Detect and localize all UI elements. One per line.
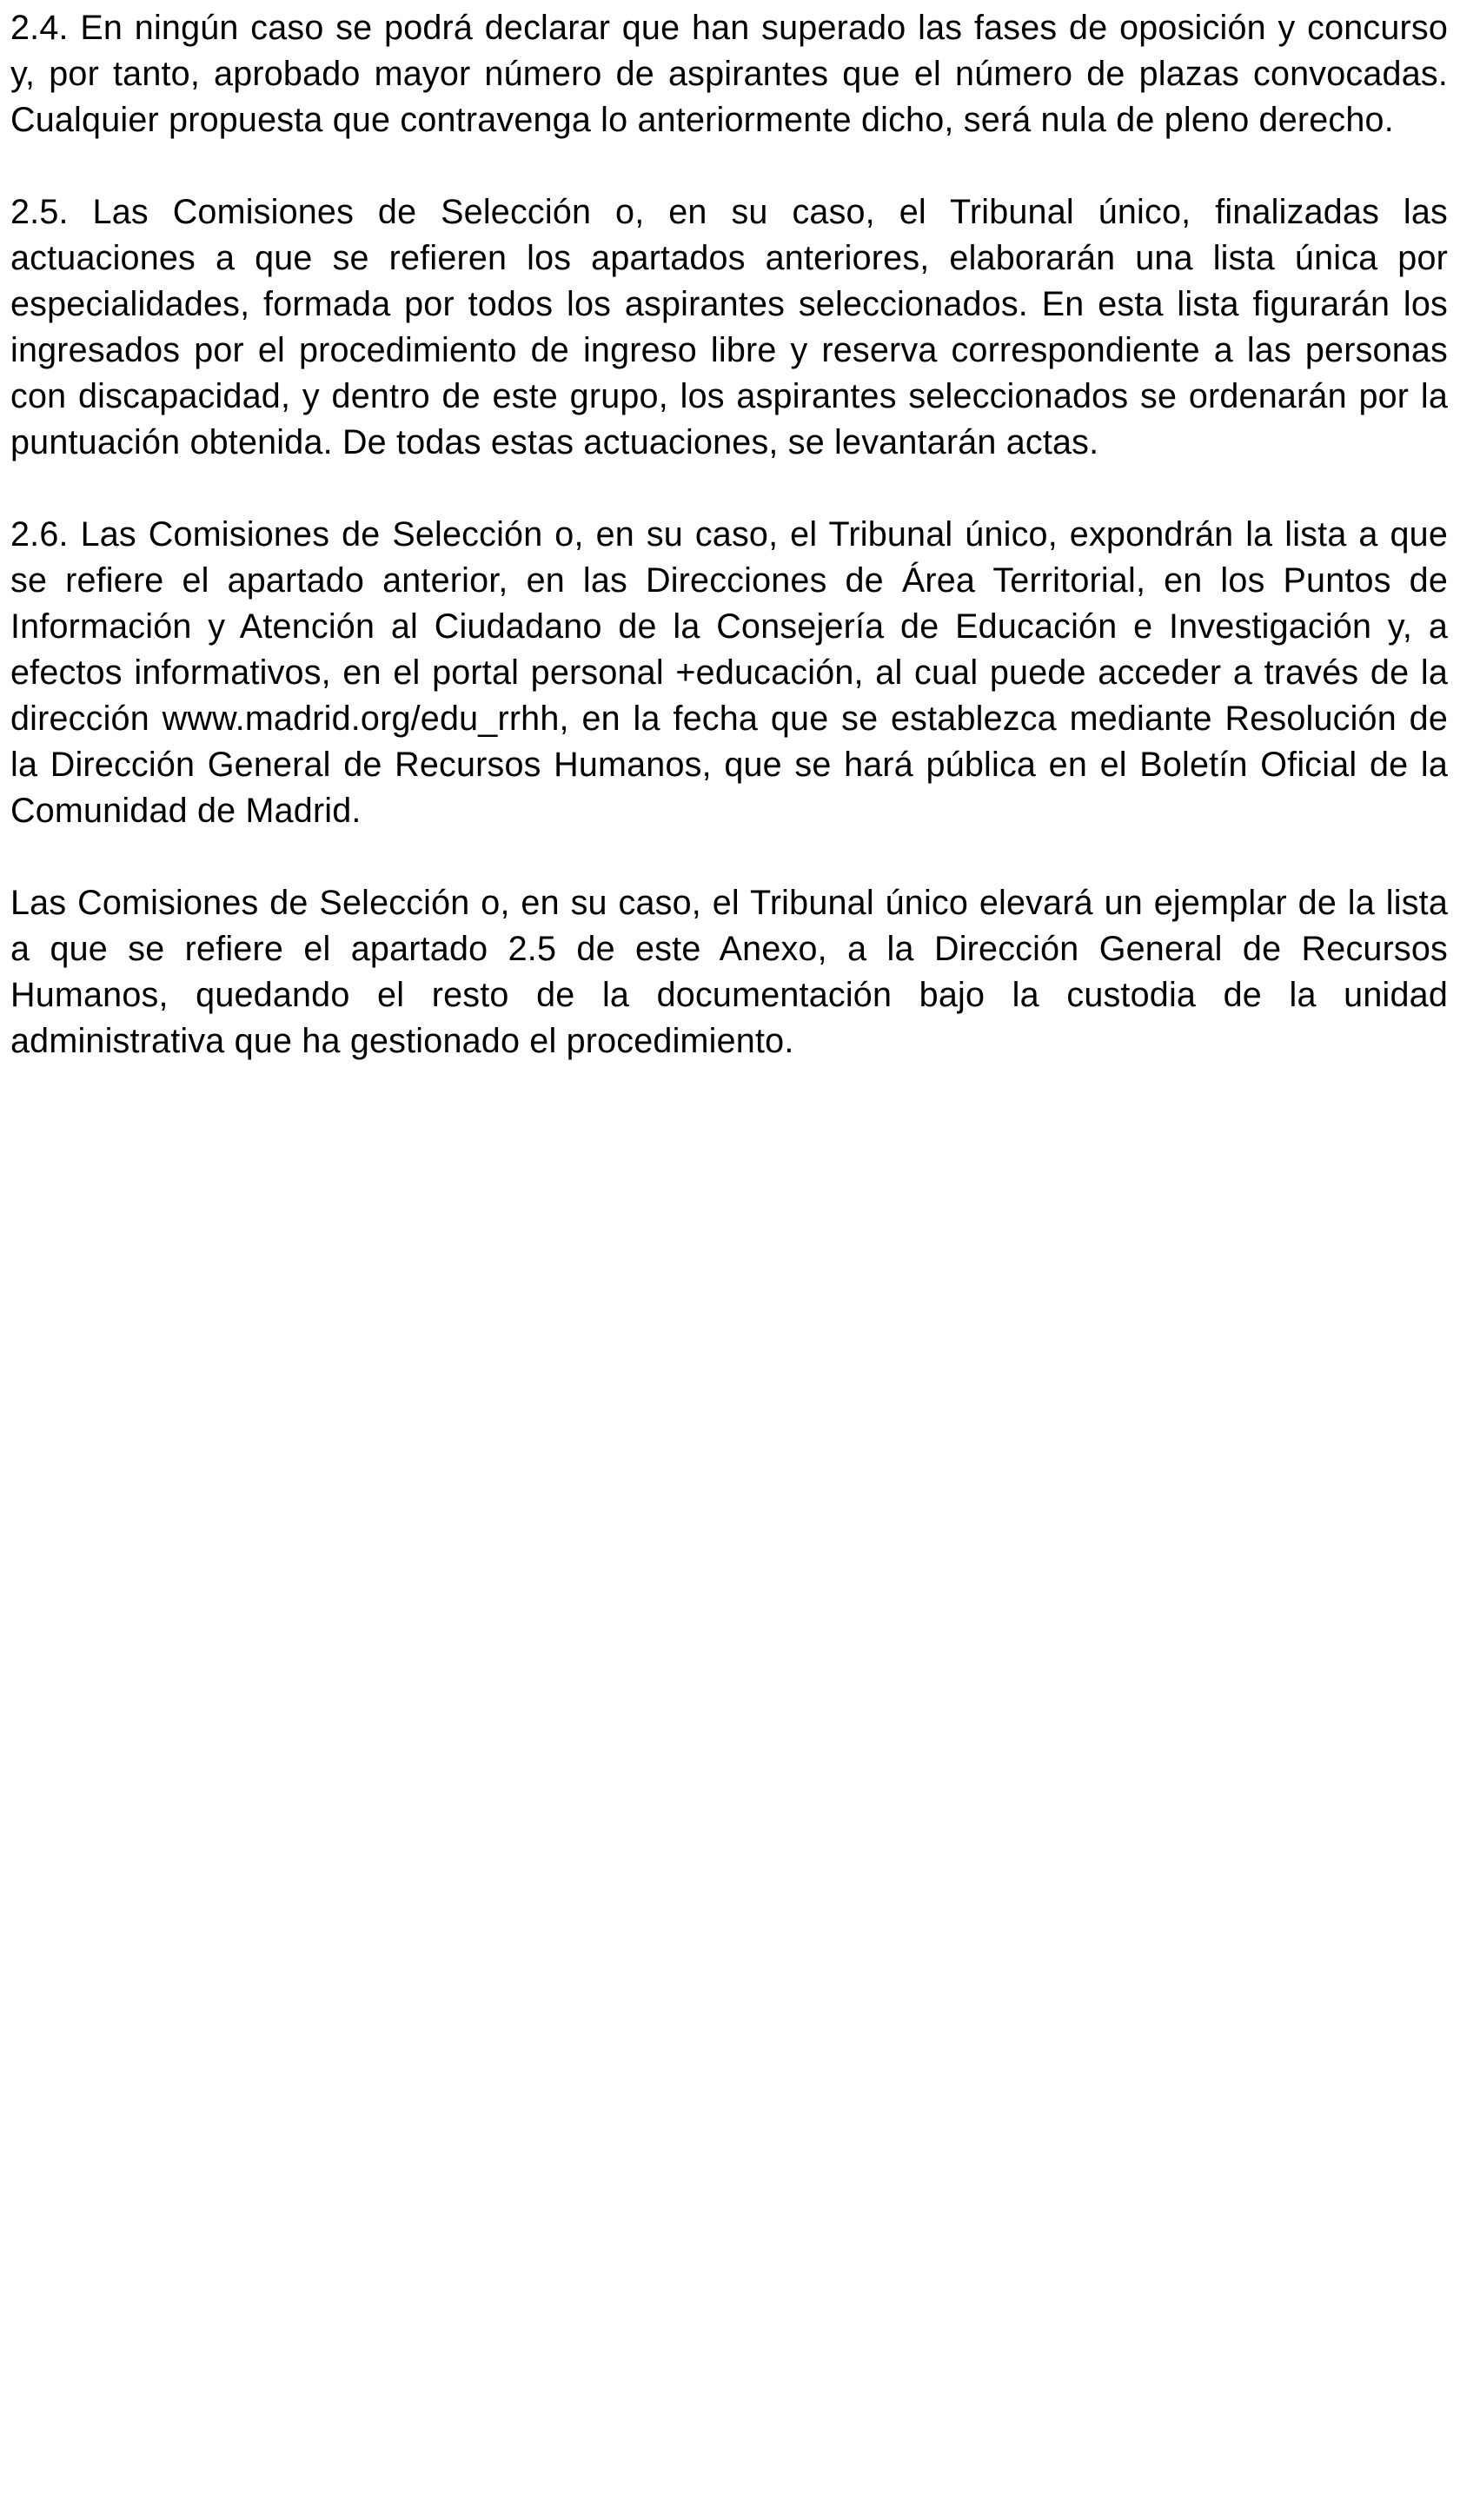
document-body [10, 5, 1448, 1111]
paragraph-2-6: 2.6. Las Comisiones de Selección o, en su caso, el Tribunal único, expondrán la lista a que se refiere el apartado anterior, en las Direcciones de Área Territorial, en los Puntos de Información y Atención al Ciudadano de la Consejería de Educación e Investigación y, a efectos informativos, en el portal personal +educación, al cual puede acceder a través de la dirección www.madrid.org/edu_rrhh, en la fecha que se establezca mediante Resolución de la Dirección General de Recursos Humanos, que se hará pública en el Boletín Oficial de la Comunidad de Madrid. [10, 515, 1448, 830]
paragraph-closing: Las Comisiones de Selección o, en su caso, el Tribunal único elevará un ejemplar de la lista a que se refiere el apartado 2.5 de este Anexo, a la Dirección General de Recursos Humanos, quedando el resto de la documentación bajo la custodia de la unidad administrativa que ha gestionado el procedimiento. [10, 884, 1448, 1060]
paragraph-2-5: 2.5. Las Comisiones de Selección o, en su caso, el Tribunal único, finalizadas las actuaciones a que se refieren los apartados anteriores, elaborarán una lista única por especialidades, formada por todos los aspirantes seleccionados. En esta lista figurarán los ingresados por el procedimiento de ingreso libre y reserva correspondiente a las personas con discapacidad, y dentro de este grupo, los aspirantes seleccionados se ordenarán por la puntuación obtenida. De todas estas actuaciones, se levantarán actas. [10, 193, 1448, 461]
paragraph-2-4: 2.4. En ningún caso se podrá declarar que han superado las fases de oposición y concurso y, por tanto, aprobado mayor número de aspirantes que el número de plazas convocadas. Cualquier propuesta que contravenga lo anteriormente dicho, será nula de pleno derecho. [10, 9, 1448, 139]
